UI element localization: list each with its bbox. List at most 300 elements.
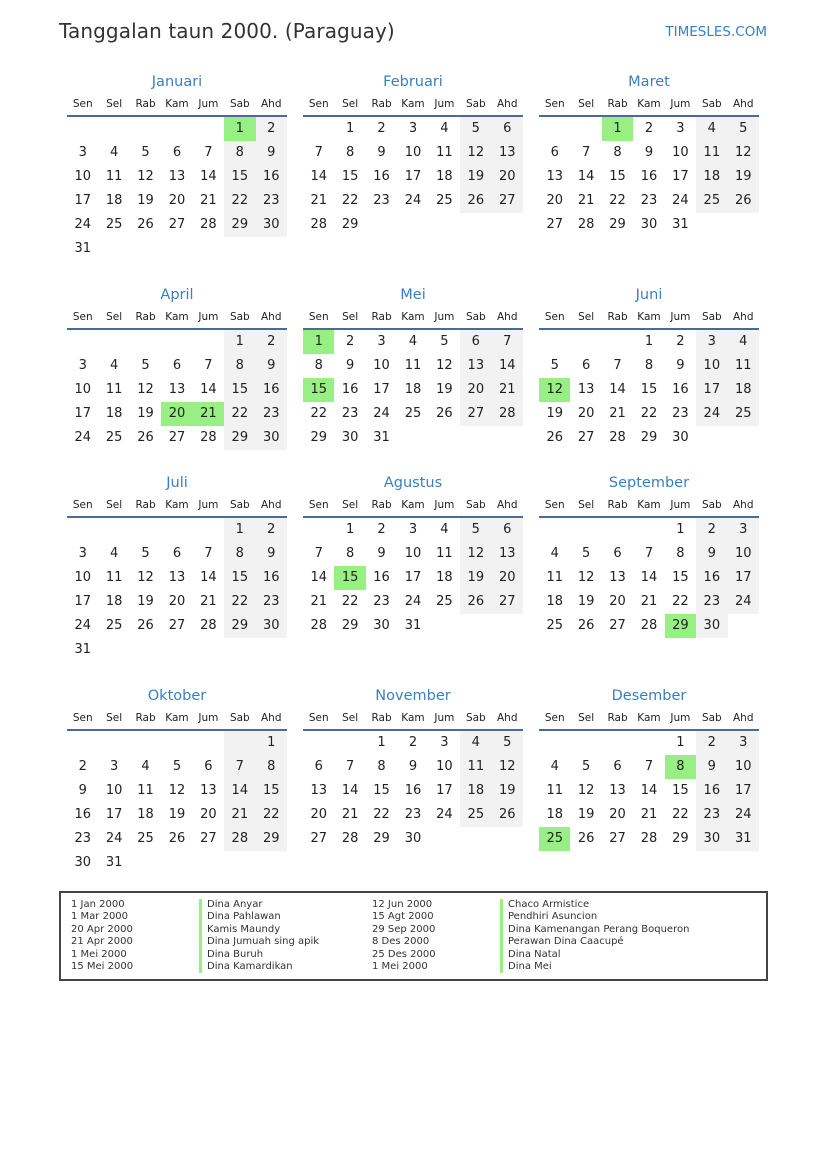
day-cell[interactable]: 12 — [137, 570, 154, 585]
day-cell[interactable]: 8 — [613, 145, 622, 160]
day-cell[interactable]: 7 — [644, 546, 654, 561]
day-cell[interactable]: 15 — [373, 783, 390, 798]
day-cell[interactable]: 21 — [310, 594, 327, 609]
day-cell[interactable]: 24 — [728, 803, 759, 827]
day-cell[interactable]: 19 — [460, 566, 491, 590]
day-cell[interactable]: 10 — [728, 542, 759, 566]
day-cell[interactable]: 16 — [341, 382, 359, 397]
day-cell[interactable]: 14 — [640, 570, 658, 585]
day-cell[interactable]: 21 — [310, 193, 327, 208]
day-cell[interactable]: 6 — [172, 358, 182, 373]
day-cell[interactable]: 3 — [728, 731, 759, 755]
day-cell[interactable]: 31 — [74, 241, 91, 256]
day-cell[interactable]: 23 — [672, 406, 689, 421]
day-cell[interactable]: 23 — [404, 807, 422, 822]
day-cell[interactable]: 11 — [696, 141, 727, 165]
day-cell[interactable]: 2 — [696, 518, 727, 542]
day-cell[interactable]: 17 — [404, 570, 422, 585]
day-cell[interactable]: 24 — [672, 193, 689, 208]
day-cell[interactable]: 3 — [377, 334, 386, 349]
day-cell[interactable]: 12 — [168, 783, 186, 798]
day-cell[interactable]: 5 — [581, 546, 591, 561]
day-cell[interactable]: 10 — [74, 382, 91, 397]
day-cell[interactable]: 27 — [577, 430, 595, 445]
day-cell[interactable]: 10 — [404, 145, 422, 160]
holiday-day-cell[interactable]: 1 — [602, 117, 633, 141]
day-cell[interactable]: 7 — [204, 145, 213, 160]
day-cell[interactable]: 31 — [105, 855, 123, 870]
day-cell[interactable]: 18 — [436, 169, 453, 184]
day-cell[interactable]: 1 — [676, 735, 685, 750]
day-cell[interactable]: 4 — [440, 121, 449, 136]
day-cell[interactable]: 12 — [577, 783, 595, 798]
day-cell[interactable]: 17 — [404, 169, 422, 184]
day-cell[interactable]: 28 — [609, 430, 626, 445]
day-cell[interactable]: 24 — [404, 193, 422, 208]
day-cell[interactable]: 19 — [137, 193, 154, 208]
day-cell[interactable]: 14 — [577, 169, 595, 184]
day-cell[interactable]: 4 — [109, 546, 119, 561]
day-cell[interactable]: 2 — [377, 522, 386, 537]
day-cell[interactable]: 16 — [696, 566, 727, 590]
day-cell[interactable]: 30 — [256, 213, 287, 237]
day-cell[interactable]: 9 — [408, 759, 418, 774]
day-cell[interactable]: 8 — [377, 759, 386, 774]
day-cell[interactable]: 5 — [581, 759, 591, 774]
day-cell[interactable]: 30 — [672, 430, 689, 445]
day-cell[interactable]: 18 — [728, 378, 759, 402]
day-cell[interactable]: 13 — [310, 783, 327, 798]
day-cell[interactable]: 7 — [204, 358, 213, 373]
day-cell[interactable]: 13 — [168, 382, 186, 397]
day-cell[interactable]: 23 — [341, 406, 359, 421]
day-cell[interactable]: 8 — [256, 755, 287, 779]
day-cell[interactable]: 25 — [436, 594, 453, 609]
day-cell[interactable]: 24 — [74, 618, 91, 633]
day-cell[interactable]: 7 — [492, 330, 523, 354]
day-cell[interactable]: 19 — [436, 382, 453, 397]
day-cell[interactable]: 26 — [168, 831, 186, 846]
day-cell[interactable]: 5 — [141, 145, 150, 160]
day-cell[interactable]: 14 — [310, 570, 327, 585]
day-cell[interactable]: 29 — [640, 430, 658, 445]
day-cell[interactable]: 26 — [137, 217, 154, 232]
day-cell[interactable]: 17 — [74, 594, 91, 609]
day-cell[interactable]: 11 — [105, 382, 123, 397]
day-cell[interactable]: 22 — [341, 193, 359, 208]
day-cell[interactable]: 4 — [141, 759, 150, 774]
day-cell[interactable]: 19 — [492, 779, 523, 803]
day-cell[interactable]: 1 — [676, 522, 685, 537]
day-cell[interactable]: 18 — [696, 165, 727, 189]
day-cell[interactable]: 21 — [609, 406, 626, 421]
day-cell[interactable]: 5 — [141, 358, 150, 373]
day-cell[interactable]: 18 — [105, 594, 123, 609]
day-cell[interactable]: 13 — [492, 542, 523, 566]
day-cell[interactable]: 17 — [672, 169, 689, 184]
day-cell[interactable]: 5 — [460, 117, 491, 141]
day-cell[interactable]: 27 — [310, 831, 327, 846]
holiday-day-cell[interactable]: 21 — [193, 402, 224, 426]
day-cell[interactable]: 15 — [224, 378, 255, 402]
day-cell[interactable]: 13 — [609, 783, 626, 798]
day-cell[interactable]: 11 — [546, 783, 563, 798]
holiday-day-cell[interactable]: 1 — [224, 117, 255, 141]
day-cell[interactable]: 22 — [672, 807, 689, 822]
day-cell[interactable]: 20 — [492, 165, 523, 189]
day-cell[interactable]: 27 — [546, 217, 563, 232]
day-cell[interactable]: 22 — [256, 803, 287, 827]
day-cell[interactable]: 15 — [640, 382, 658, 397]
day-cell[interactable]: 15 — [609, 169, 626, 184]
day-cell[interactable]: 3 — [408, 121, 418, 136]
day-cell[interactable]: 2 — [377, 121, 386, 136]
day-cell[interactable]: 12 — [460, 542, 491, 566]
day-cell[interactable]: 9 — [676, 358, 685, 373]
day-cell[interactable]: 21 — [640, 807, 658, 822]
day-cell[interactable]: 5 — [440, 334, 449, 349]
day-cell[interactable]: 16 — [256, 378, 287, 402]
day-cell[interactable]: 27 — [168, 430, 186, 445]
day-cell[interactable]: 29 — [224, 426, 255, 450]
day-cell[interactable]: 14 — [492, 354, 523, 378]
day-cell[interactable]: 3 — [676, 121, 685, 136]
day-cell[interactable]: 2 — [696, 731, 727, 755]
day-cell[interactable]: 12 — [460, 141, 491, 165]
day-cell[interactable]: 16 — [256, 165, 287, 189]
day-cell[interactable]: 7 — [581, 145, 591, 160]
day-cell[interactable]: 27 — [168, 618, 186, 633]
day-cell[interactable]: 14 — [224, 779, 255, 803]
day-cell[interactable]: 13 — [460, 354, 491, 378]
day-cell[interactable]: 22 — [224, 402, 255, 426]
day-cell[interactable]: 28 — [492, 402, 523, 426]
day-cell[interactable]: 18 — [546, 594, 563, 609]
day-cell[interactable]: 6 — [492, 518, 523, 542]
day-cell[interactable]: 6 — [314, 759, 323, 774]
day-cell[interactable]: 2 — [256, 330, 287, 354]
day-cell[interactable]: 3 — [440, 735, 449, 750]
day-cell[interactable]: 20 — [200, 807, 217, 822]
day-cell[interactable]: 30 — [373, 618, 390, 633]
day-cell[interactable]: 30 — [696, 614, 727, 638]
day-cell[interactable]: 28 — [640, 618, 658, 633]
day-cell[interactable]: 13 — [546, 169, 563, 184]
day-cell[interactable]: 30 — [256, 426, 287, 450]
day-cell[interactable]: 10 — [105, 783, 123, 798]
day-cell[interactable]: 9 — [256, 542, 287, 566]
day-cell[interactable]: 21 — [224, 803, 255, 827]
day-cell[interactable]: 27 — [609, 618, 626, 633]
day-cell[interactable]: 17 — [728, 566, 759, 590]
day-cell[interactable]: 8 — [224, 542, 255, 566]
day-cell[interactable]: 26 — [728, 189, 759, 213]
day-cell[interactable]: 7 — [644, 759, 654, 774]
day-cell[interactable]: 20 — [168, 193, 186, 208]
day-cell[interactable]: 29 — [310, 430, 327, 445]
day-cell[interactable]: 23 — [256, 189, 287, 213]
day-cell[interactable]: 16 — [373, 570, 390, 585]
day-cell[interactable]: 28 — [640, 831, 658, 846]
day-cell[interactable]: 27 — [460, 402, 491, 426]
day-cell[interactable]: 7 — [314, 546, 323, 561]
day-cell[interactable]: 6 — [550, 145, 559, 160]
day-cell[interactable]: 9 — [78, 783, 87, 798]
day-cell[interactable]: 17 — [696, 378, 727, 402]
day-cell[interactable]: 10 — [672, 145, 689, 160]
holiday-day-cell[interactable]: 29 — [665, 614, 696, 638]
day-cell[interactable]: 12 — [728, 141, 759, 165]
day-cell[interactable]: 16 — [74, 807, 91, 822]
day-cell[interactable]: 5 — [492, 731, 523, 755]
day-cell[interactable]: 29 — [224, 213, 255, 237]
day-cell[interactable]: 24 — [74, 430, 91, 445]
day-cell[interactable]: 15 — [224, 566, 255, 590]
day-cell[interactable]: 4 — [109, 358, 119, 373]
day-cell[interactable]: 25 — [137, 831, 154, 846]
day-cell[interactable]: 2 — [78, 759, 87, 774]
day-cell[interactable]: 1 — [345, 121, 355, 136]
day-cell[interactable]: 25 — [105, 618, 123, 633]
day-cell[interactable]: 17 — [105, 807, 123, 822]
day-cell[interactable]: 9 — [256, 141, 287, 165]
day-cell[interactable]: 1 — [377, 735, 386, 750]
day-cell[interactable]: 27 — [609, 831, 626, 846]
day-cell[interactable]: 4 — [109, 145, 119, 160]
day-cell[interactable]: 15 — [341, 169, 359, 184]
day-cell[interactable]: 30 — [404, 831, 422, 846]
day-cell[interactable]: 30 — [256, 614, 287, 638]
day-cell[interactable]: 18 — [546, 807, 563, 822]
day-cell[interactable]: 6 — [172, 546, 182, 561]
day-cell[interactable]: 20 — [546, 193, 563, 208]
day-cell[interactable]: 10 — [373, 358, 390, 373]
day-cell[interactable]: 9 — [256, 354, 287, 378]
day-cell[interactable]: 25 — [460, 803, 491, 827]
holiday-day-cell[interactable]: 20 — [161, 402, 192, 426]
day-cell[interactable]: 2 — [644, 121, 654, 136]
day-cell[interactable]: 31 — [404, 618, 422, 633]
day-cell[interactable]: 3 — [78, 145, 87, 160]
day-cell[interactable]: 9 — [345, 358, 355, 373]
day-cell[interactable]: 5 — [141, 546, 150, 561]
day-cell[interactable]: 23 — [256, 590, 287, 614]
day-cell[interactable]: 29 — [373, 831, 390, 846]
day-cell[interactable]: 10 — [728, 755, 759, 779]
day-cell[interactable]: 8 — [676, 546, 685, 561]
day-cell[interactable]: 27 — [168, 217, 186, 232]
day-cell[interactable]: 19 — [168, 807, 186, 822]
day-cell[interactable]: 11 — [404, 358, 422, 373]
day-cell[interactable]: 8 — [224, 141, 255, 165]
day-cell[interactable]: 14 — [200, 382, 217, 397]
day-cell[interactable]: 18 — [460, 779, 491, 803]
day-cell[interactable]: 6 — [613, 759, 622, 774]
day-cell[interactable]: 23 — [373, 193, 390, 208]
day-cell[interactable]: 29 — [224, 614, 255, 638]
day-cell[interactable]: 16 — [672, 382, 689, 397]
day-cell[interactable]: 18 — [105, 193, 123, 208]
day-cell[interactable]: 14 — [640, 783, 658, 798]
day-cell[interactable]: 3 — [408, 522, 418, 537]
day-cell[interactable]: 11 — [137, 783, 154, 798]
day-cell[interactable]: 6 — [204, 759, 213, 774]
day-cell[interactable]: 24 — [105, 831, 123, 846]
day-cell[interactable]: 10 — [436, 759, 453, 774]
day-cell[interactable]: 22 — [224, 590, 255, 614]
day-cell[interactable]: 11 — [436, 546, 453, 561]
day-cell[interactable]: 4 — [408, 334, 418, 349]
day-cell[interactable]: 19 — [546, 406, 563, 421]
day-cell[interactable]: 26 — [460, 590, 491, 614]
day-cell[interactable]: 26 — [492, 803, 523, 827]
day-cell[interactable]: 8 — [345, 546, 355, 561]
day-cell[interactable]: 11 — [460, 755, 491, 779]
day-cell[interactable]: 11 — [546, 570, 563, 585]
day-cell[interactable]: 25 — [105, 430, 123, 445]
holiday-day-cell[interactable]: 8 — [665, 755, 696, 779]
day-cell[interactable]: 15 — [256, 779, 287, 803]
day-cell[interactable]: 25 — [436, 193, 453, 208]
day-cell[interactable]: 23 — [74, 831, 91, 846]
day-cell[interactable]: 19 — [728, 165, 759, 189]
day-cell[interactable]: 27 — [492, 590, 523, 614]
day-cell[interactable]: 2 — [676, 334, 685, 349]
day-cell[interactable]: 26 — [137, 618, 154, 633]
day-cell[interactable]: 10 — [404, 546, 422, 561]
day-cell[interactable]: 24 — [373, 406, 390, 421]
day-cell[interactable]: 7 — [204, 546, 213, 561]
day-cell[interactable]: 7 — [314, 145, 323, 160]
day-cell[interactable]: 1 — [345, 522, 355, 537]
day-cell[interactable]: 25 — [105, 217, 123, 232]
day-cell[interactable]: 20 — [168, 594, 186, 609]
day-cell[interactable]: 5 — [172, 759, 182, 774]
day-cell[interactable]: 19 — [137, 406, 154, 421]
day-cell[interactable]: 28 — [341, 831, 359, 846]
day-cell[interactable]: 12 — [492, 755, 523, 779]
day-cell[interactable]: 16 — [256, 566, 287, 590]
day-cell[interactable]: 29 — [341, 217, 359, 232]
day-cell[interactable]: 10 — [696, 354, 727, 378]
day-cell[interactable]: 3 — [728, 518, 759, 542]
day-cell[interactable]: 6 — [460, 330, 491, 354]
day-cell[interactable]: 17 — [74, 406, 91, 421]
day-cell[interactable]: 19 — [460, 165, 491, 189]
day-cell[interactable]: 28 — [577, 217, 595, 232]
day-cell[interactable]: 17 — [728, 779, 759, 803]
day-cell[interactable]: 23 — [256, 402, 287, 426]
holiday-day-cell[interactable]: 25 — [539, 827, 570, 851]
day-cell[interactable]: 3 — [78, 546, 87, 561]
day-cell[interactable]: 27 — [492, 189, 523, 213]
day-cell[interactable]: 17 — [74, 193, 91, 208]
day-cell[interactable]: 17 — [373, 382, 390, 397]
day-cell[interactable]: 11 — [728, 354, 759, 378]
day-cell[interactable]: 2 — [345, 334, 355, 349]
day-cell[interactable]: 31 — [728, 827, 759, 851]
day-cell[interactable]: 26 — [137, 430, 154, 445]
day-cell[interactable]: 9 — [696, 542, 727, 566]
day-cell[interactable]: 25 — [728, 402, 759, 426]
day-cell[interactable]: 28 — [224, 827, 255, 851]
day-cell[interactable]: 26 — [460, 189, 491, 213]
day-cell[interactable]: 28 — [200, 618, 217, 633]
day-cell[interactable]: 20 — [609, 594, 626, 609]
day-cell[interactable]: 19 — [137, 594, 154, 609]
day-cell[interactable]: 15 — [672, 570, 689, 585]
day-cell[interactable]: 24 — [74, 217, 91, 232]
day-cell[interactable]: 5 — [460, 518, 491, 542]
day-cell[interactable]: 18 — [137, 807, 154, 822]
day-cell[interactable]: 19 — [577, 594, 595, 609]
day-cell[interactable]: 18 — [105, 406, 123, 421]
day-cell[interactable]: 23 — [696, 803, 727, 827]
day-cell[interactable]: 26 — [577, 618, 595, 633]
day-cell[interactable]: 25 — [696, 189, 727, 213]
day-cell[interactable]: 7 — [613, 358, 622, 373]
day-cell[interactable]: 25 — [404, 406, 422, 421]
day-cell[interactable]: 29 — [256, 827, 287, 851]
day-cell[interactable]: 28 — [200, 430, 217, 445]
day-cell[interactable]: 6 — [172, 145, 182, 160]
day-cell[interactable]: 20 — [577, 406, 595, 421]
day-cell[interactable]: 3 — [109, 759, 119, 774]
day-cell[interactable]: 11 — [105, 169, 123, 184]
day-cell[interactable]: 8 — [314, 358, 323, 373]
day-cell[interactable]: 2 — [256, 117, 287, 141]
day-cell[interactable]: 22 — [672, 594, 689, 609]
day-cell[interactable]: 19 — [577, 807, 595, 822]
day-cell[interactable]: 28 — [200, 217, 217, 232]
day-cell[interactable]: 15 — [224, 165, 255, 189]
day-cell[interactable]: 26 — [546, 430, 563, 445]
holiday-day-cell[interactable]: 15 — [334, 566, 365, 590]
holiday-day-cell[interactable]: 15 — [303, 378, 334, 402]
day-cell[interactable]: 24 — [728, 590, 759, 614]
holiday-day-cell[interactable]: 1 — [303, 330, 334, 354]
day-cell[interactable]: 21 — [200, 594, 217, 609]
day-cell[interactable]: 9 — [644, 145, 654, 160]
day-cell[interactable]: 16 — [373, 169, 390, 184]
day-cell[interactable]: 6 — [613, 546, 622, 561]
day-cell[interactable]: 2 — [408, 735, 418, 750]
day-cell[interactable]: 20 — [609, 807, 626, 822]
day-cell[interactable]: 3 — [78, 358, 87, 373]
day-cell[interactable]: 15 — [672, 783, 689, 798]
day-cell[interactable]: 26 — [577, 831, 595, 846]
day-cell[interactable]: 16 — [404, 783, 422, 798]
day-cell[interactable]: 16 — [640, 169, 658, 184]
day-cell[interactable]: 22 — [640, 406, 658, 421]
day-cell[interactable]: 1 — [224, 518, 255, 542]
day-cell[interactable]: 1 — [644, 334, 654, 349]
day-cell[interactable]: 4 — [728, 330, 759, 354]
day-cell[interactable]: 24 — [696, 402, 727, 426]
day-cell[interactable]: 29 — [341, 618, 359, 633]
day-cell[interactable]: 14 — [200, 169, 217, 184]
day-cell[interactable]: 22 — [341, 594, 359, 609]
day-cell[interactable]: 29 — [672, 831, 689, 846]
day-cell[interactable]: 30 — [640, 217, 658, 232]
day-cell[interactable]: 3 — [696, 330, 727, 354]
holiday-day-cell[interactable]: 12 — [539, 378, 570, 402]
day-cell[interactable]: 31 — [672, 217, 689, 232]
day-cell[interactable]: 23 — [696, 590, 727, 614]
day-cell[interactable]: 9 — [377, 145, 386, 160]
day-cell[interactable]: 6 — [581, 358, 591, 373]
day-cell[interactable]: 24 — [436, 807, 453, 822]
